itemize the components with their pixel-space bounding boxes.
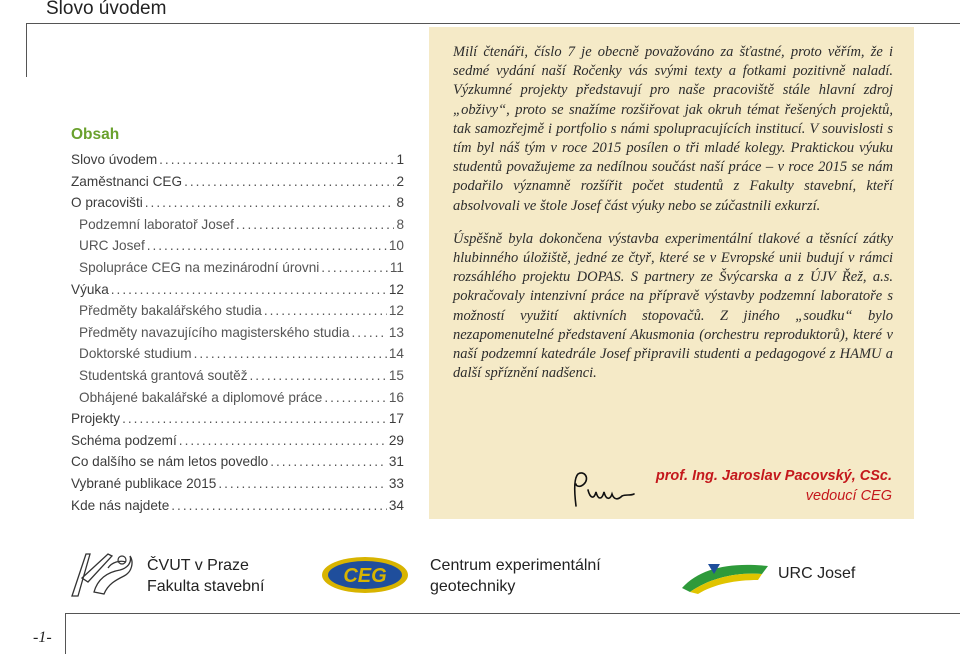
cvut-line-1: ČVUT v Praze	[147, 557, 249, 574]
toc-entry-title: Studentská grantová soutěž	[79, 367, 248, 383]
cvut-line-2: Fakulta stavební	[147, 578, 265, 595]
toc-leader-dots	[324, 387, 387, 409]
toc-leader-dots	[264, 300, 387, 322]
toc-entry-title: Výuka	[71, 281, 109, 297]
ceg-line-2: geotechniky	[430, 578, 516, 595]
toc-heading: Obsah	[71, 126, 120, 143]
toc-entry[interactable]	[71, 408, 404, 430]
letter-paragraph-1: Milí čtenáři, číslo 7 je obecně považováno za šťastné, proto věřím, že i sedmé vydání naší Ročenky vás svými texty a fotkami pozitivně naladí. Výzkumné projekty představují pro naše pracoviště stále hlavní zdroj „obživy“, proto se snažíme rozšiřovat jak okruh témat řešených projektů, tak samozřejmě i portfolio s námi spolupracujících institucí. V souvislosti s tím byl náš tým v roce 2015 posílen o tři mladé kolegy. Praktickou výuku studentů považujeme za nedílnou součást naší práce – v roce 2015 se nám podařilo významně rozšířit počet studentů z Fakulty stavební, kteří absolvovali ve štole Josef část výuky nebo se zúčastnili exkurzí.	[453, 44, 893, 214]
toc-entry-title: O pracovišti	[71, 195, 143, 211]
toc-entry-title: URC Josef	[79, 238, 145, 254]
toc-entry-page: 1	[396, 152, 404, 167]
toc-leader-dots	[122, 408, 387, 430]
cvut-name	[147, 555, 264, 597]
toc-leader-dots	[270, 451, 387, 473]
toc-leader-dots	[159, 149, 394, 171]
toc-entry-page: 31	[388, 454, 404, 470]
toc-entry-title: Doktorské studium	[79, 346, 192, 362]
toc-list	[71, 149, 404, 516]
toc-entry[interactable]	[71, 365, 404, 387]
toc-entry[interactable]	[71, 430, 404, 452]
toc-entry-page: 2	[396, 173, 404, 189]
toc-entry-title: Obhájené bakalářské a diplomové práce	[79, 389, 323, 405]
ceg-line-1: Centrum experimentální	[430, 557, 601, 574]
toc-entry[interactable]	[71, 235, 404, 257]
signature-name: prof. Ing. Jaroslav Pacovský, CSc.	[655, 468, 892, 484]
toc-entry-title: Projekty	[71, 411, 121, 427]
toc-leader-dots	[111, 279, 387, 301]
toc-entry[interactable]	[71, 171, 404, 193]
toc-entry-title: Schéma podzemí	[71, 432, 177, 448]
toc-entry[interactable]	[71, 343, 404, 365]
toc-leader-dots	[145, 192, 395, 214]
toc-entry[interactable]	[71, 279, 404, 301]
toc-entry-page: 11	[389, 259, 404, 275]
toc-entry-page: 15	[388, 367, 404, 383]
toc-entry-page: 33	[388, 475, 404, 491]
page-header-title: Slovo úvodem	[46, 0, 167, 19]
ceg-logo-text: CEG	[343, 565, 387, 587]
toc-leader-dots	[352, 322, 387, 344]
handwritten-signature	[568, 470, 638, 508]
toc-entry[interactable]	[71, 451, 404, 473]
toc-entry-page: 29	[388, 432, 404, 448]
urc-josef-logo	[680, 558, 770, 596]
urc-name: URC Josef	[778, 565, 856, 582]
toc-entry-page: 13	[388, 324, 404, 340]
toc-entry[interactable]	[71, 192, 404, 214]
toc-entry[interactable]	[71, 322, 404, 344]
toc-leader-dots	[184, 171, 394, 193]
toc-leader-dots	[236, 214, 395, 236]
toc-entry[interactable]	[71, 257, 404, 279]
toc-entry-title: Spolupráce CEG na mezinárodní úrovni	[79, 259, 320, 275]
toc-leader-dots	[194, 343, 387, 365]
toc-entry-page: 34	[388, 497, 404, 513]
toc-entry[interactable]	[71, 149, 404, 171]
footer-vertical-rule	[65, 613, 66, 654]
header-rule	[26, 23, 960, 24]
toc-entry[interactable]	[71, 473, 404, 495]
toc-entry-title: Slovo úvodem	[71, 152, 158, 167]
toc-leader-dots	[171, 495, 387, 517]
toc-entry-page: 17	[388, 411, 404, 427]
foreword-letter	[453, 43, 893, 383]
ceg-name	[430, 555, 601, 597]
toc-entry-title: Předměty navazujícího magisterského studia	[79, 324, 350, 340]
toc-leader-dots	[179, 430, 387, 452]
letter-paragraph-2: Úspěšně byla dokončena výstavba experimentální tlakové a těsnící zátky hlubinného úložiště, jedné ze čtyř, které se v Evropské unii budují v rámci rozsáhlého projektu DOPAS. S partnery ze Švýcarska a z ÚJV Řež, a.s. pokračovaly intenzivní práce na přípravě výstavby podzemní laboratoře s možností využití aktivních stopovačů. Z jiného „soudku“ bylo nezapomenutelné představení Akusmonia (orchestru reproduktorů), které v naší podzemní katedrále Josef připravili studenti a pedagogové z HAMU a další spříznění nadšenci.	[453, 230, 893, 382]
toc-entry-page: 12	[388, 303, 404, 319]
toc-entry-page: 8	[396, 216, 404, 232]
toc-entry[interactable]	[71, 495, 404, 517]
toc-entry-title: Vybrané publikace 2015	[71, 475, 217, 491]
ceg-logo	[320, 555, 410, 595]
table-of-contents	[71, 124, 404, 516]
signature-role: vedoucí CEG	[805, 488, 892, 504]
toc-entry-page: 8	[396, 195, 404, 211]
toc-leader-dots	[250, 365, 387, 387]
toc-entry-page: 12	[388, 281, 404, 297]
toc-leader-dots	[218, 473, 387, 495]
toc-entry[interactable]	[71, 300, 404, 322]
toc-entry-title: Zaměstnanci CEG	[71, 173, 183, 189]
toc-entry-title: Co dalšího se nám letos povedlo	[71, 454, 269, 470]
toc-entry-title: Kde nás najdete	[71, 497, 170, 513]
toc-entry-page: 14	[388, 346, 404, 362]
toc-entry[interactable]	[71, 387, 404, 409]
header-vertical-rule	[26, 23, 27, 77]
toc-entry[interactable]	[71, 214, 404, 236]
footer-rule	[65, 613, 960, 614]
toc-leader-dots	[147, 235, 387, 257]
toc-leader-dots	[321, 257, 388, 279]
cvut-lion-logo	[68, 548, 138, 600]
page-number: -1-	[33, 629, 52, 646]
toc-entry-page: 16	[388, 389, 404, 405]
toc-entry-title: Předměty bakalářského studia	[79, 303, 262, 319]
toc-entry-page: 10	[388, 238, 404, 254]
toc-entry-title: Podzemní laboratoř Josef	[79, 216, 234, 232]
